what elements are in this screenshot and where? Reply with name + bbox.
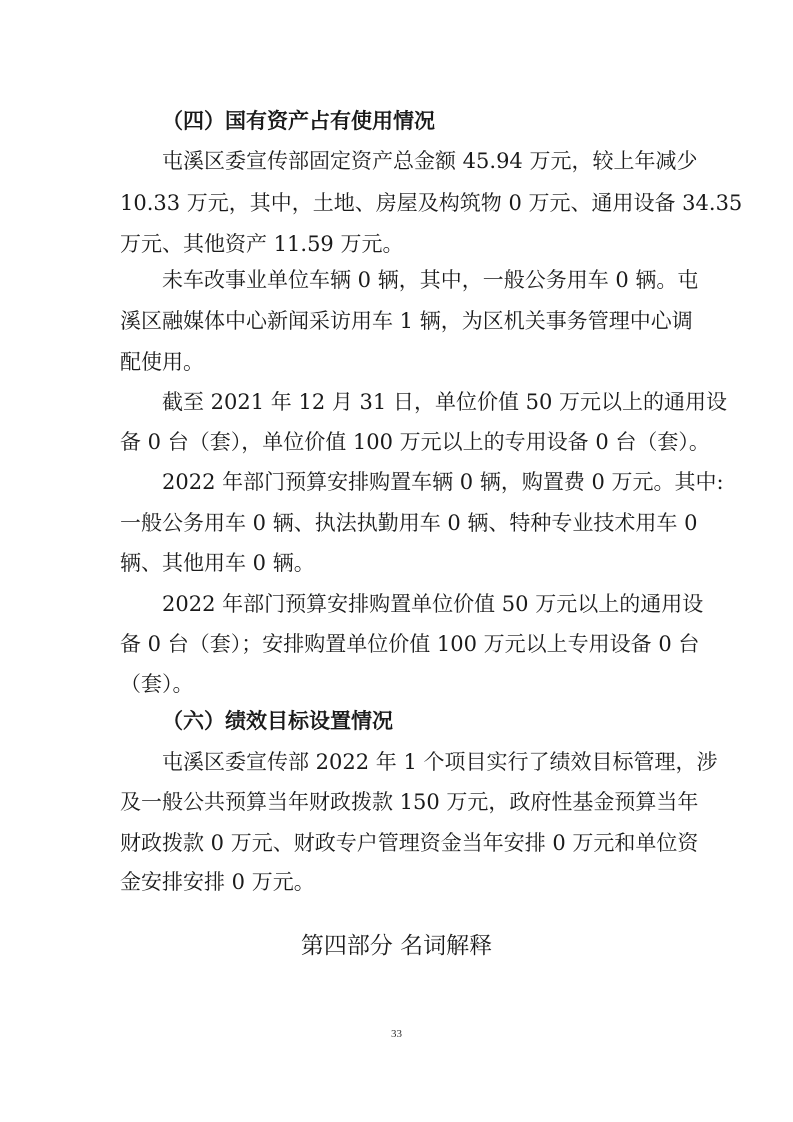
paragraph-line: 2022 年部门预算安排购置单位价值 50 万元以上的通用设 xyxy=(162,592,704,616)
paragraph-line: 及一般公共预算当年财政拨款 150 万元，政府性基金预算当年 xyxy=(120,790,699,814)
paragraph-line: 万元、其他资产 11.59 万元。 xyxy=(120,232,404,256)
paragraph-line: 配使用。 xyxy=(120,350,204,374)
paragraph-line: 备 0 台（套）；安排购置单位价值 100 万元以上专用设备 0 台 xyxy=(120,632,700,656)
paragraph-line: 10.33 万元，其中，土地、房屋及构筑物 0 万元、通用设备 34.35 xyxy=(120,191,743,215)
paragraph-line: 财政拨款 0 万元、财政专户管理资金当年安排 0 万元和单位资 xyxy=(120,831,699,855)
paragraph-line: 一般公务用车 0 辆、执法执勤用车 0 辆、特种专业技术用车 0 xyxy=(120,511,698,535)
paragraph-line: 金安排安排 0 万元。 xyxy=(120,870,315,894)
paragraph-line: 屯溪区委宣传部固定资产总金额 45.94 万元，较上年减少 xyxy=(162,149,698,173)
paragraph-line: 辆、其他用车 0 辆。 xyxy=(120,551,315,575)
paragraph-line: 截至 2021 年 12 月 31 日，单位价值 50 万元以上的通用设 xyxy=(162,390,728,414)
paragraph-line: 未车改事业单位车辆 0 辆，其中，一般公务用车 0 辆。屯 xyxy=(162,268,699,292)
section-heading-performance: （六）绩效目标设置情况 xyxy=(162,709,393,733)
part-title: 第四部分 名词解释 xyxy=(300,933,493,959)
paragraph-line: 溪区融媒体中心新闻采访用车 1 辆，为区机关事务管理中心调 xyxy=(120,309,693,333)
section-heading-state-assets: （四）国有资产占有使用情况 xyxy=(162,109,435,133)
paragraph-line: 备 0 台（套），单位价值 100 万元以上的专用设备 0 台（套）。 xyxy=(120,430,710,454)
page-number: 33 xyxy=(391,1028,402,1040)
paragraph-line: 屯溪区委宣传部 2022 年 1 个项目实行了绩效目标管理，涉 xyxy=(162,750,718,774)
paragraph-line: （套）。 xyxy=(120,672,194,696)
paragraph-line: 2022 年部门预算安排购置车辆 0 辆，购置费 0 万元。其中: xyxy=(162,470,724,494)
